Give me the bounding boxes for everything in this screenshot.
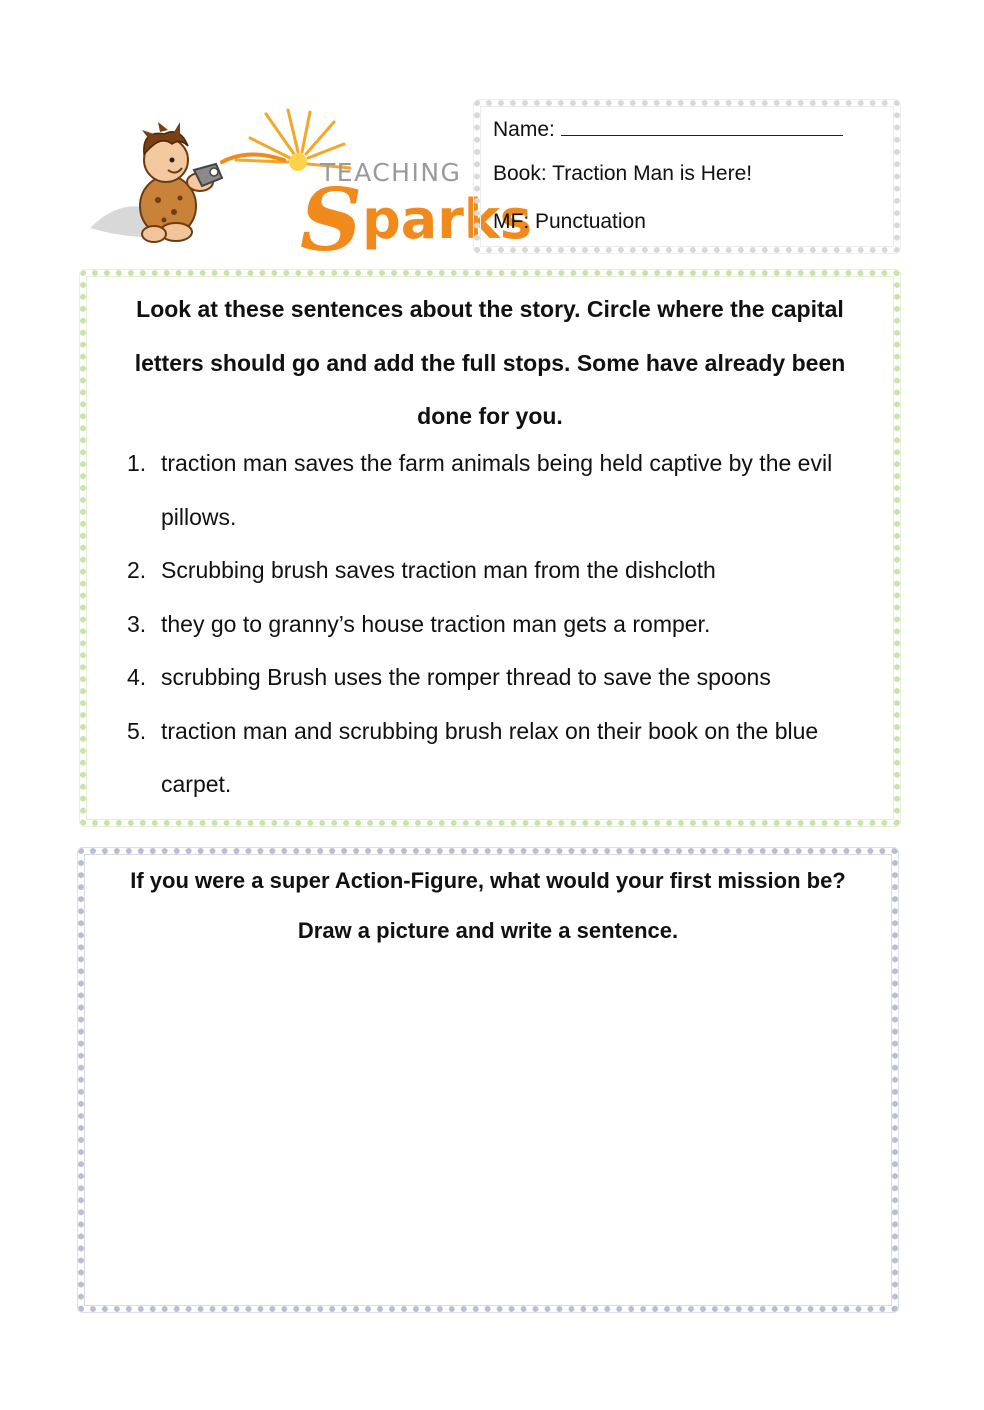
- drawing-area[interactable]: [92, 960, 882, 1298]
- sentence-number: 5.: [127, 717, 147, 744]
- name-blank[interactable]: [561, 115, 843, 136]
- drawing-prompt: [88, 856, 888, 956]
- list-item: [127, 705, 887, 812]
- list-item: [127, 437, 887, 544]
- sentence-text: Scrubbing brush saves traction man from the dishcloth: [161, 557, 716, 583]
- sentence-text: scrubbing Brush uses the romper thread to save the spoons: [161, 664, 771, 690]
- book-title: Book: Traction Man is Here!: [493, 162, 753, 185]
- list-item: [127, 651, 887, 705]
- sentence-text: they go to granny’s house traction man gets a romper.: [161, 610, 711, 637]
- task-instructions: Look at these sentences about the story. Circle where the capital letters should go and add the full stops. Some have already been done for you.: [134, 296, 846, 429]
- sentence-number: 1.: [127, 450, 147, 476]
- list-item: [127, 598, 887, 652]
- drawing-prompt-line-2: Draw a picture and write a sentence.: [297, 918, 679, 943]
- sentence-text: traction man and scrubbing brush relax on their book on the blue carpet.: [161, 717, 819, 797]
- logo-sparks-initial: S: [300, 170, 363, 271]
- sentence-number: 4.: [127, 664, 147, 690]
- name-line: [493, 115, 843, 142]
- logo-sparks-rest: parks: [362, 188, 532, 251]
- drawing-prompt-line-1: If you were a super Action-Figure, what would your first mission be?: [130, 868, 846, 893]
- sentence-list: [127, 437, 887, 812]
- sentence-number: 3.: [127, 610, 147, 637]
- logo-teaching-text: TEACHING: [320, 158, 462, 187]
- sentence-text: traction man saves the farm animals being held captive by the evil pillows.: [161, 450, 833, 530]
- mf-focus: MF: Punctuation: [493, 210, 646, 233]
- name-label: Name:: [493, 118, 555, 141]
- sentence-number: 2.: [127, 557, 147, 583]
- list-item: [127, 544, 887, 598]
